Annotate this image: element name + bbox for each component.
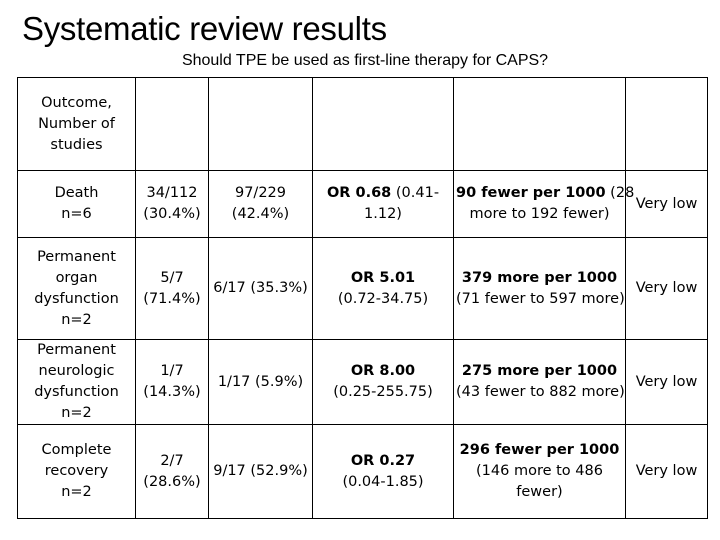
outcome-cell bbox=[18, 340, 136, 425]
absolute-effect-cell bbox=[454, 425, 626, 519]
outcome-line: n=6 bbox=[61, 206, 92, 222]
tpe-events: 2/7 bbox=[160, 452, 184, 469]
certainty-cell: Very low bbox=[626, 238, 708, 340]
relative-effect-cell bbox=[313, 171, 454, 238]
outcome-line: neurologic bbox=[38, 363, 115, 379]
tpe-events-cell bbox=[136, 238, 209, 340]
relative-effect-ci-end: 1.12) bbox=[364, 206, 402, 222]
table-row bbox=[18, 340, 708, 425]
control-events-cell: 6/17 (35.3%) bbox=[209, 238, 313, 340]
tpe-events: 34/112 bbox=[146, 185, 198, 201]
absolute-effect-ci: (43 fewer to 882 more) bbox=[456, 384, 625, 400]
tpe-events-cell bbox=[136, 171, 209, 238]
relative-effect-cell bbox=[313, 238, 454, 340]
tpe-events-cell bbox=[136, 340, 209, 425]
relative-effect-cell bbox=[313, 340, 454, 425]
certainty-cell: Very low bbox=[626, 171, 708, 238]
certainty-cell: Very low bbox=[626, 425, 708, 519]
relative-effect-estimate: OR 0.27 bbox=[350, 452, 416, 469]
header-cell-control bbox=[209, 78, 313, 171]
outcome-line: dysfunction bbox=[34, 384, 119, 400]
outcome-line: n=2 bbox=[61, 311, 92, 328]
tpe-percent: (14.3%) bbox=[143, 384, 201, 400]
absolute-effect-ci-end: more to 192 fewer) bbox=[469, 206, 610, 222]
outcome-line: Permanent bbox=[37, 342, 116, 358]
outcome-line: dysfunction bbox=[34, 290, 119, 307]
table-row bbox=[18, 238, 708, 340]
outcome-line: recovery bbox=[44, 463, 109, 479]
absolute-effect-estimate: 275 more per 1000 bbox=[461, 363, 618, 379]
header-outcome-line: Number of bbox=[38, 115, 115, 132]
absolute-effect-cell bbox=[454, 171, 635, 238]
header-outcome bbox=[18, 78, 136, 171]
header-cell-relative-effect bbox=[313, 78, 454, 171]
relative-effect-ci: (0.04-1.85) bbox=[342, 473, 424, 490]
header-cell-tpe bbox=[136, 78, 209, 171]
relative-effect-estimate: OR 5.01 bbox=[350, 269, 416, 286]
outcome-line: organ bbox=[55, 269, 98, 286]
table-row bbox=[18, 171, 708, 238]
outcome-cell bbox=[18, 425, 136, 519]
outcome-line: Permanent bbox=[37, 248, 116, 265]
header-cell-certainty bbox=[626, 78, 708, 171]
absolute-effect-estimate: 90 fewer per 1000 bbox=[456, 185, 606, 201]
absolute-effect-ci-start: (146 more to 486 bbox=[476, 463, 603, 479]
slide-subtitle: Should TPE be used as first-line therapy for CAPS? bbox=[181, 52, 549, 69]
absolute-effect-ci: (71 fewer to 597 more) bbox=[456, 290, 625, 307]
absolute-effect-ci-end: fewer) bbox=[516, 484, 563, 500]
relative-effect-ci-start: (0.41- bbox=[391, 185, 440, 201]
relative-effect-estimate: OR 0.68 bbox=[326, 185, 392, 201]
header-outcome-line: Outcome, bbox=[41, 94, 112, 111]
tpe-events: 1/7 bbox=[160, 363, 184, 379]
outcome-line: n=2 bbox=[61, 484, 92, 500]
absolute-effect-estimate: 296 fewer per 1000 bbox=[459, 442, 620, 458]
header-outcome-line: studies bbox=[50, 136, 103, 153]
control-events-cell: 9/17 (52.9%) bbox=[209, 425, 313, 519]
outcome-cell bbox=[18, 171, 136, 238]
relative-effect-ci: (0.25-255.75) bbox=[333, 384, 433, 400]
tpe-percent: (28.6%) bbox=[143, 473, 201, 490]
relative-effect-ci: (0.72-34.75) bbox=[337, 290, 429, 307]
tpe-percent: (71.4%) bbox=[143, 290, 201, 307]
control-percent: (42.4%) bbox=[231, 206, 290, 222]
certainty-cell: Very low bbox=[626, 340, 708, 425]
tpe-events: 5/7 bbox=[160, 269, 184, 286]
header-cell-absolute-effect bbox=[454, 78, 626, 171]
outcome-cell bbox=[18, 238, 136, 340]
absolute-effect-ci-start: (28 bbox=[605, 185, 635, 201]
outcome-line: Death bbox=[54, 185, 99, 201]
tpe-percent: (30.4%) bbox=[143, 206, 201, 222]
control-events-cell bbox=[209, 171, 313, 238]
outcome-line: Complete bbox=[41, 442, 112, 458]
absolute-effect-cell bbox=[454, 340, 626, 425]
tpe-events-cell bbox=[136, 425, 209, 519]
control-events: 97/229 bbox=[234, 185, 286, 201]
slide-title: Systematic review results bbox=[22, 10, 387, 47]
relative-effect-estimate: OR 8.00 bbox=[350, 363, 416, 379]
table-header-row bbox=[18, 78, 708, 171]
results-table bbox=[17, 77, 708, 519]
absolute-effect-estimate: 379 more per 1000 bbox=[461, 269, 618, 286]
table-row bbox=[18, 425, 708, 519]
absolute-effect-cell bbox=[454, 238, 626, 340]
control-events-cell: 1/17 (5.9%) bbox=[209, 340, 313, 425]
outcome-line: n=2 bbox=[61, 405, 92, 421]
relative-effect-cell bbox=[313, 425, 454, 519]
